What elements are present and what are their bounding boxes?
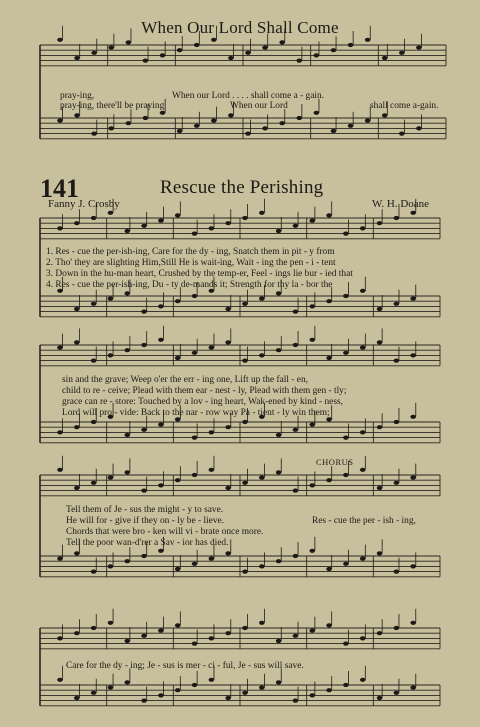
note-head (348, 124, 354, 128)
note-head (343, 562, 349, 566)
note-head (74, 486, 80, 490)
note-head (394, 420, 400, 424)
note-head (57, 430, 63, 434)
note-head (394, 626, 400, 630)
note-head (158, 219, 164, 223)
note-head (158, 483, 164, 487)
note-head (175, 623, 181, 627)
note-head (57, 557, 63, 561)
note-head (91, 420, 97, 424)
note-head (309, 693, 315, 697)
s2-verse-4: Lord will pro - vide: Back to the nar - row way Pa - tient - ly win them; (62, 408, 330, 418)
note-head (209, 226, 215, 230)
note-head (192, 232, 198, 236)
chorus-label: CHORUS (316, 457, 354, 467)
note-head (141, 634, 147, 638)
note-head (262, 126, 268, 130)
note-head (259, 686, 265, 690)
note-head (242, 570, 248, 574)
note-head (293, 428, 299, 432)
note-head (211, 38, 217, 42)
note-head (91, 359, 97, 363)
note-head (242, 481, 248, 485)
note-head (225, 551, 231, 555)
note-head (91, 481, 97, 485)
note-head (399, 51, 405, 55)
note-head (276, 559, 282, 563)
note-head (192, 294, 198, 298)
note-head (377, 340, 383, 344)
s2-verse-3: grace can re - store: Touched by a lov - ing heart, Wak-ened by kind - ness, (62, 397, 343, 407)
note-head (314, 53, 320, 57)
note-head (209, 557, 215, 561)
note-head (331, 48, 337, 52)
note-head (175, 567, 181, 571)
note-head (343, 683, 349, 687)
note-head (126, 40, 132, 44)
note-head (293, 554, 299, 558)
note-head (279, 121, 285, 125)
note-head (225, 425, 231, 429)
hymn-number: 141 (40, 174, 79, 203)
music-by: W. H. Doane (372, 198, 430, 210)
note-head (209, 468, 215, 472)
note-head (293, 634, 299, 638)
note-head (124, 291, 130, 295)
note-head (126, 121, 132, 125)
note-head (410, 621, 416, 625)
note-head (259, 211, 265, 215)
note-head (57, 119, 63, 123)
note-head (91, 302, 97, 306)
note-head (209, 346, 215, 350)
note-head (141, 554, 147, 558)
note-head (360, 678, 366, 682)
note-head (377, 425, 383, 429)
hymn-title: Rescue the Perishing (160, 177, 324, 198)
note-head (343, 473, 349, 477)
note-head (394, 216, 400, 220)
note-head (343, 232, 349, 236)
note-head (262, 46, 268, 50)
note-head (57, 38, 63, 42)
note-head (211, 119, 217, 123)
note-head (141, 310, 147, 314)
note-head (158, 304, 164, 308)
note-head (57, 346, 63, 350)
note-head (141, 428, 147, 432)
note-head (360, 636, 366, 640)
note-head (416, 46, 422, 50)
note-head (293, 310, 299, 314)
note-head (108, 686, 114, 690)
note-head (158, 629, 164, 633)
note-head (410, 686, 416, 690)
note-head (192, 351, 198, 355)
note-head (108, 126, 114, 130)
note-head (377, 696, 383, 700)
note-head (293, 699, 299, 703)
note-head (410, 476, 416, 480)
note-head (124, 348, 130, 352)
note-head (91, 691, 97, 695)
top-lyric-2a: pray-ing, there'll be praying (60, 101, 165, 111)
note-head (108, 476, 114, 480)
note-head (91, 570, 97, 574)
note-head (158, 338, 164, 342)
note-head (74, 696, 80, 700)
note-head (177, 129, 183, 133)
note-head (259, 476, 265, 480)
note-head (394, 302, 400, 306)
note-head (410, 211, 416, 215)
note-head (259, 297, 265, 301)
note-head (296, 116, 302, 120)
note-head (242, 302, 248, 306)
note-head (91, 626, 97, 630)
s1-verse-1: 1. Res - cue the per-ish-ing, Care for the dy - ing, Snatch them in pit - y from (46, 247, 335, 257)
s3-verse-4: Tell the poor wan-d'rer a Sav - ior has died. (66, 538, 229, 548)
note-head (57, 636, 63, 640)
note-head (245, 51, 251, 55)
note-head (143, 116, 149, 120)
note-head (410, 415, 416, 419)
note-head (394, 359, 400, 363)
note-head (399, 132, 405, 136)
s4-verse-1: Care for the dy - ing; Je - sus is mer - ci - ful, Je - sus will save. (66, 661, 304, 671)
note-head (175, 688, 181, 692)
note-head (394, 481, 400, 485)
note-head (276, 229, 282, 233)
note-head (160, 53, 166, 57)
note-head (74, 56, 80, 60)
s1-verse-3: 3. Down in the hu-man heart, Crushed by the temp-er, Feel - ings lie bur - ied that (46, 269, 353, 279)
note-head (377, 307, 383, 311)
note-head (416, 126, 422, 130)
note-head (326, 299, 332, 303)
note-head (309, 423, 315, 427)
note-head (124, 229, 130, 233)
note-head (365, 38, 371, 42)
note-head (108, 621, 114, 625)
note-head (225, 631, 231, 635)
note-head (141, 343, 147, 347)
note-head (326, 478, 332, 482)
note-head (124, 559, 130, 563)
note-head (74, 307, 80, 311)
note-head (309, 483, 315, 487)
top-lyric-1b: When our Lord . . . . shall come a - gain. (172, 91, 325, 101)
note-head (175, 213, 181, 217)
note-head (326, 567, 332, 571)
note-head (57, 226, 63, 230)
note-head (209, 636, 215, 640)
note-head (348, 43, 354, 47)
note-head (74, 221, 80, 225)
note-head (91, 216, 97, 220)
note-head (209, 678, 215, 682)
note-head (382, 56, 388, 60)
note-head (296, 59, 302, 63)
note-head (377, 221, 383, 225)
top-lyric-2c: shall come a-gain. (370, 101, 439, 111)
note-head (259, 621, 265, 625)
s2-verse-2: child to re - ceive; Plead with them ear - nest - ly, Plead with them gen - tly; (62, 386, 347, 396)
note-head (192, 683, 198, 687)
note-head (74, 425, 80, 429)
note-head (410, 353, 416, 357)
note-head (259, 564, 265, 568)
note-head (242, 216, 248, 220)
note-head (141, 489, 147, 493)
note-head (158, 693, 164, 697)
note-head (309, 549, 315, 553)
note-head (225, 696, 231, 700)
note-head (225, 340, 231, 344)
note-head (74, 113, 80, 117)
note-head (225, 486, 231, 490)
note-head (343, 436, 349, 440)
note-head (293, 224, 299, 228)
s3-chorus-text: Res - cue the per - ish - ing, (312, 516, 416, 526)
s1-verse-2: 2. Tho' they are slighting Him,Still He is wait-ing, Wait - ing the pen - i - tent (46, 258, 336, 268)
note-head (228, 56, 234, 60)
note-head (175, 478, 181, 482)
note-head (360, 226, 366, 230)
note-head (343, 642, 349, 646)
note-head (57, 468, 63, 472)
note-head (158, 423, 164, 427)
note-head (309, 219, 315, 223)
note-head (377, 551, 383, 555)
note-head (279, 40, 285, 44)
note-head (74, 551, 80, 555)
note-head (276, 639, 282, 643)
note-head (343, 351, 349, 355)
note-head (91, 51, 97, 55)
note-head (309, 629, 315, 633)
note-head (360, 430, 366, 434)
note-head (141, 224, 147, 228)
note-head (394, 570, 400, 574)
note-head (108, 297, 114, 301)
note-head (192, 642, 198, 646)
note-head (108, 353, 114, 357)
note-head (108, 46, 114, 50)
note-head (124, 639, 130, 643)
note-head (124, 470, 130, 474)
note-head (326, 688, 332, 692)
note-head (158, 549, 164, 553)
note-head (326, 213, 332, 217)
note-head (143, 59, 149, 63)
note-head (410, 564, 416, 568)
note-head (360, 346, 366, 350)
note-head (124, 680, 130, 684)
note-head (314, 111, 320, 115)
s3-verse-2: He will for - give if they on - ly be - lieve. (66, 516, 225, 526)
s2-verse-1: sin and the grave; Weep o'er the err - ing one, Lift up the fall - en, (62, 375, 308, 385)
note-head (177, 48, 183, 52)
note-head (192, 562, 198, 566)
note-head (276, 291, 282, 295)
note-head (242, 626, 248, 630)
note-head (365, 119, 371, 123)
note-head (382, 113, 388, 117)
note-head (194, 43, 200, 47)
note-head (242, 359, 248, 363)
note-head (276, 433, 282, 437)
note-head (175, 299, 181, 303)
note-head (192, 436, 198, 440)
note-head (360, 289, 366, 293)
note-head (276, 470, 282, 474)
note-head (209, 430, 215, 434)
note-head (242, 691, 248, 695)
note-head (242, 420, 248, 424)
note-head (74, 631, 80, 635)
note-head (343, 294, 349, 298)
note-head (360, 557, 366, 561)
note-head (228, 113, 234, 117)
top-lyric-1a: pray-ing, (60, 91, 95, 101)
note-head (91, 132, 97, 136)
note-head (245, 132, 251, 136)
top-lyric-2b: When our Lord (230, 101, 288, 111)
note-head (192, 473, 198, 477)
s1-verse-4: 4. Res - cue the per-ish-ing, Du - ty de-mands it; Strength for thy la - bor the (46, 280, 333, 290)
note-head (309, 304, 315, 308)
words-by: Fanny J. Crosby (48, 198, 120, 210)
note-head (309, 338, 315, 342)
note-head (194, 124, 200, 128)
note-head (293, 489, 299, 493)
note-head (225, 307, 231, 311)
note-head (108, 564, 114, 568)
note-head (141, 699, 147, 703)
top-hymn-title: When Our Lord Shall Come (141, 18, 339, 37)
note-head (331, 129, 337, 133)
note-head (175, 356, 181, 360)
s3-verse-3: Chords that were bro - ken will vi - brate once more. (66, 527, 264, 537)
note-head (326, 356, 332, 360)
note-head (259, 353, 265, 357)
note-head (74, 340, 80, 344)
note-head (410, 297, 416, 301)
note-head (394, 691, 400, 695)
note-head (377, 631, 383, 635)
note-head (57, 678, 63, 682)
note-head (276, 680, 282, 684)
note-head (360, 468, 366, 472)
note-head (225, 221, 231, 225)
s3-verse-1: Tell them of Je - sus the might - y to save. (66, 505, 224, 515)
note-head (108, 211, 114, 215)
note-head (124, 433, 130, 437)
note-head (276, 348, 282, 352)
note-head (377, 486, 383, 490)
note-head (293, 343, 299, 347)
note-head (326, 623, 332, 627)
